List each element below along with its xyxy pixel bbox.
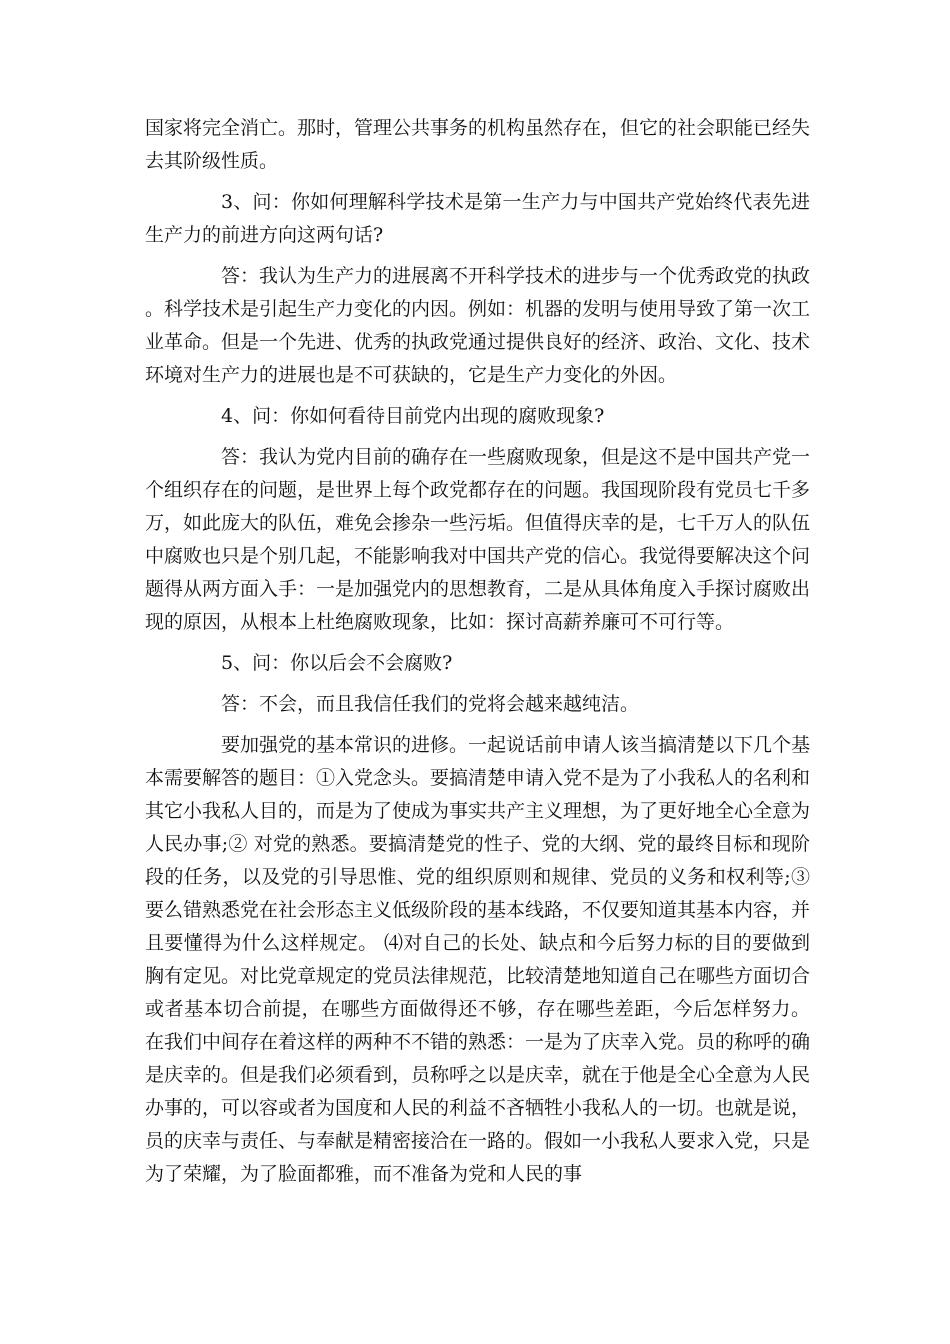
document-body [145, 112, 810, 1191]
answer-5: 答：不会，而且我信任我们的党将会越来越纯洁。 [221, 693, 640, 715]
question-3: 3、问：你如何理解科学技术是第一生产力与中国共产党始终代表先进生产力的前进方向这两句话? [145, 191, 810, 246]
answer-4: 答：我认为党内目前的确存在一些腐败现象，但是这不是中国共产党一个组织存在的问题，是世界上每个政党都存在的问题。我国现阶段有党员七千多万，如此庞大的队伍，难免会掺杂一些污垢。但值得庆幸的是，七千万人的队伍中腐败也只是个别几起，不能影响我对中国共产党的信心。我觉得要解决这个问题得从两方面入手：一是加强党内的思想教育，二是从具体角度入手探讨腐败出现的原因，从根本上杜绝腐败现象，比如：探讨高薪养廉可不可行等。 [145, 446, 811, 633]
question-4: 4、问：你如何看待目前党内出现的腐败现象? [221, 405, 605, 427]
paragraph-party-knowledge: 要加强党的基本常识的进修。一起说话前申请人该当搞清楚以下几个基本需要解答的题目：①入党念头。要搞清楚申请入党不是为了小我私人的名利和其它小我私人目的，而是为了使成为事实共产主义理想，为了更好地全心全意为人民办事;② 对党的熟悉。要搞清楚党的性子、党的大纲、党的最终目标和现阶段的任务，以及党的引导思惟、党的组织原则和规律、党员的义务和权利等;③ 要么错熟悉党在社会形态主义低级阶段的基本线路，不仅要知道其基本内容，并且要懂得为什么这样规定。 ⑷对自己的长处、缺点和今后努力标的目的要做到胸有定见。对比党章规定的党员法律规范，比较清楚地知道自己在哪些方面切合或者基本切合前提，在哪些方面做得还不够，存在哪些差距，今后怎样努力。 在我们中间存在着这样的两种不不错的熟悉：一是为了庆幸入党。员的称呼的确是庆幸的。但是我们必须看到，员称呼之以是庆幸，就在于他是全心全意为人民办事的，可以容或者为国度和人民的利益不吝牺牲小我私人的一切。也就是说，员的庆幸与责任、与奉献是精密接洽在一路的。假如一小我私人要求入党，只是为了荣耀，为了脸面都雅，而不准备为党和人民的事 [145, 734, 811, 1185]
question-5: 5、问：你以后会不会腐败? [221, 652, 453, 674]
answer-3: 答：我认为生产力的进展离不开科学技术的进步与一个优秀政党的执政。科学技术是引起生产力变化的内因。例如：机器的发明与使用导致了第一次工业革命。但是一个先进、优秀的执政党通过提供良好的经济、政治、文化、技术环境对生产力的进展也是不可获缺的，它是生产力变化的外因。 [145, 265, 811, 386]
paragraph-continuation: 国家将完全消亡。那时，管理公共事务的机构虽然存在，但它的社会职能已经失去其阶级性质。 [145, 117, 811, 172]
